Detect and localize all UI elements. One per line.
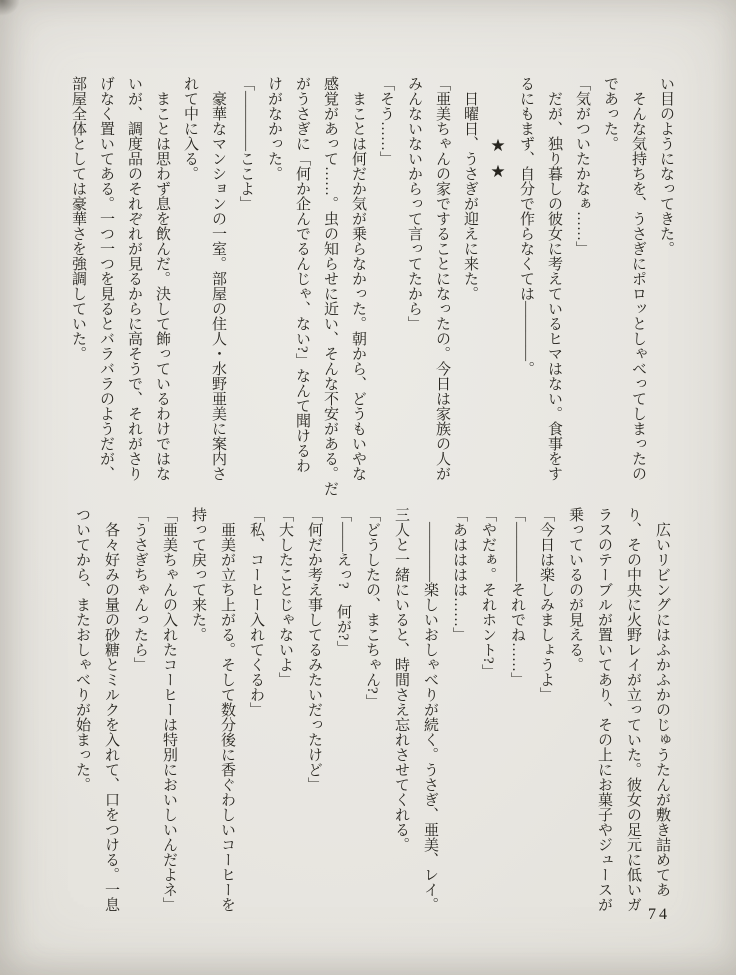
text-line: 「今日は楽しみましょうよ」	[538, 507, 554, 702]
section-break-stars: ★★	[489, 135, 508, 188]
text-line: 豪華なマンションの一室。部屋の住人・水野亜美に案内さ	[210, 91, 226, 481]
text-line: れて中に入る。	[182, 76, 198, 181]
text-line: 各々好みの量の砂糖とミルクを入れて、口をつける。一息	[103, 522, 119, 912]
text-line: げなく置いてある。一つ一つを見るとバラバラのようだが、	[98, 76, 114, 481]
text-line: 部屋全体としては豪華さを強調していた。	[70, 76, 86, 361]
text-line: ついてから、またおしゃべりが始まった。	[74, 507, 90, 792]
text-line: けがなかった。	[266, 76, 282, 181]
text-line: まことは何だか気が乗らなかった。朝から、どうもいやな	[350, 91, 366, 481]
text-line: 「亜美ちゃんの家ですることになったの。今日は家族の人が	[434, 76, 450, 481]
text-line: い目のようになってきた。	[658, 76, 674, 256]
text-line: いが、調度品のそれぞれが見るからに高そうで、それがさり	[126, 76, 142, 481]
text-line: 「――えっ? 何が?」	[335, 507, 351, 656]
text-line: 「大したことじゃないよ」	[277, 507, 293, 687]
text-line: 日曜日、うさぎが迎えに来た。	[462, 91, 478, 301]
text-line: だが、独り暮しの彼女に考えているヒマはない。食事をす	[546, 91, 562, 481]
text-line: 乗っているのが見える。	[567, 507, 583, 672]
text-line: 「――――ここよ」	[238, 76, 254, 211]
bottom-text-block	[67, 507, 676, 917]
text-line: るにもまず、自分で作らなくては――――。	[518, 76, 534, 376]
text-line: まことは思わず息を飲んだ。決して飾っているわけではな	[154, 91, 170, 481]
text-line: 亜美が立ち上がる。そして数分後に香ぐわしいコーヒーを	[219, 522, 235, 912]
text-line: 「そう……」	[378, 76, 394, 166]
text-line: 「うさぎちゃんったら」	[132, 507, 148, 672]
text-line: 広いリビングにはふかふかのじゅうたんが敷き詰めてあ	[654, 522, 670, 897]
text-line: 「どうしたの、まこちゃん?」	[364, 507, 380, 709]
text-line: 「気がついたかなぁ……」	[574, 76, 590, 256]
text-line: 「亜美ちゃんの入れたコーヒーは特別においしいんだよネ」	[161, 507, 177, 912]
text-line: 「何だか考え事してるみたいだったけど」	[306, 507, 322, 792]
text-line: 感覚があって……。虫の知らせに近い、そんな不安がある。だ	[322, 76, 338, 496]
text-line: そんな気持ちを、うさぎにポロッとしゃべってしまったの	[630, 91, 646, 481]
text-line: 「――――それでね……」	[509, 507, 525, 687]
text-line: 三人と一緒にいると、時間さえ忘れさせてくれる。	[393, 507, 409, 852]
text-line: 「あはははは……」	[451, 507, 467, 642]
text-line: ラスのテーブルが置いてあり、その上にお菓子やジュースが	[596, 507, 612, 912]
text-line: であった。	[602, 76, 618, 151]
top-text-block	[64, 76, 680, 496]
scan-corner-smudge	[0, 0, 20, 16]
text-line: ――――楽しいおしゃべりが続く。うさぎ、亜美、レイ。	[422, 522, 438, 912]
text-line: 持って戻って来た。	[190, 507, 206, 642]
text-line: がうさぎに「何か企んでるんじゃ、ない?」なんて聞けるわ	[294, 76, 310, 473]
page-number: 74	[648, 906, 670, 923]
text-line: り、その中央に火野レイが立っていた。彼女の足元に低いガ	[625, 507, 641, 912]
text-line: 「私、コーヒー入れてくるわ」	[248, 507, 264, 717]
text-line: みんないないからって言ってたから」	[406, 76, 422, 331]
text-line: 「やだぁ。それホント?」	[480, 507, 496, 679]
